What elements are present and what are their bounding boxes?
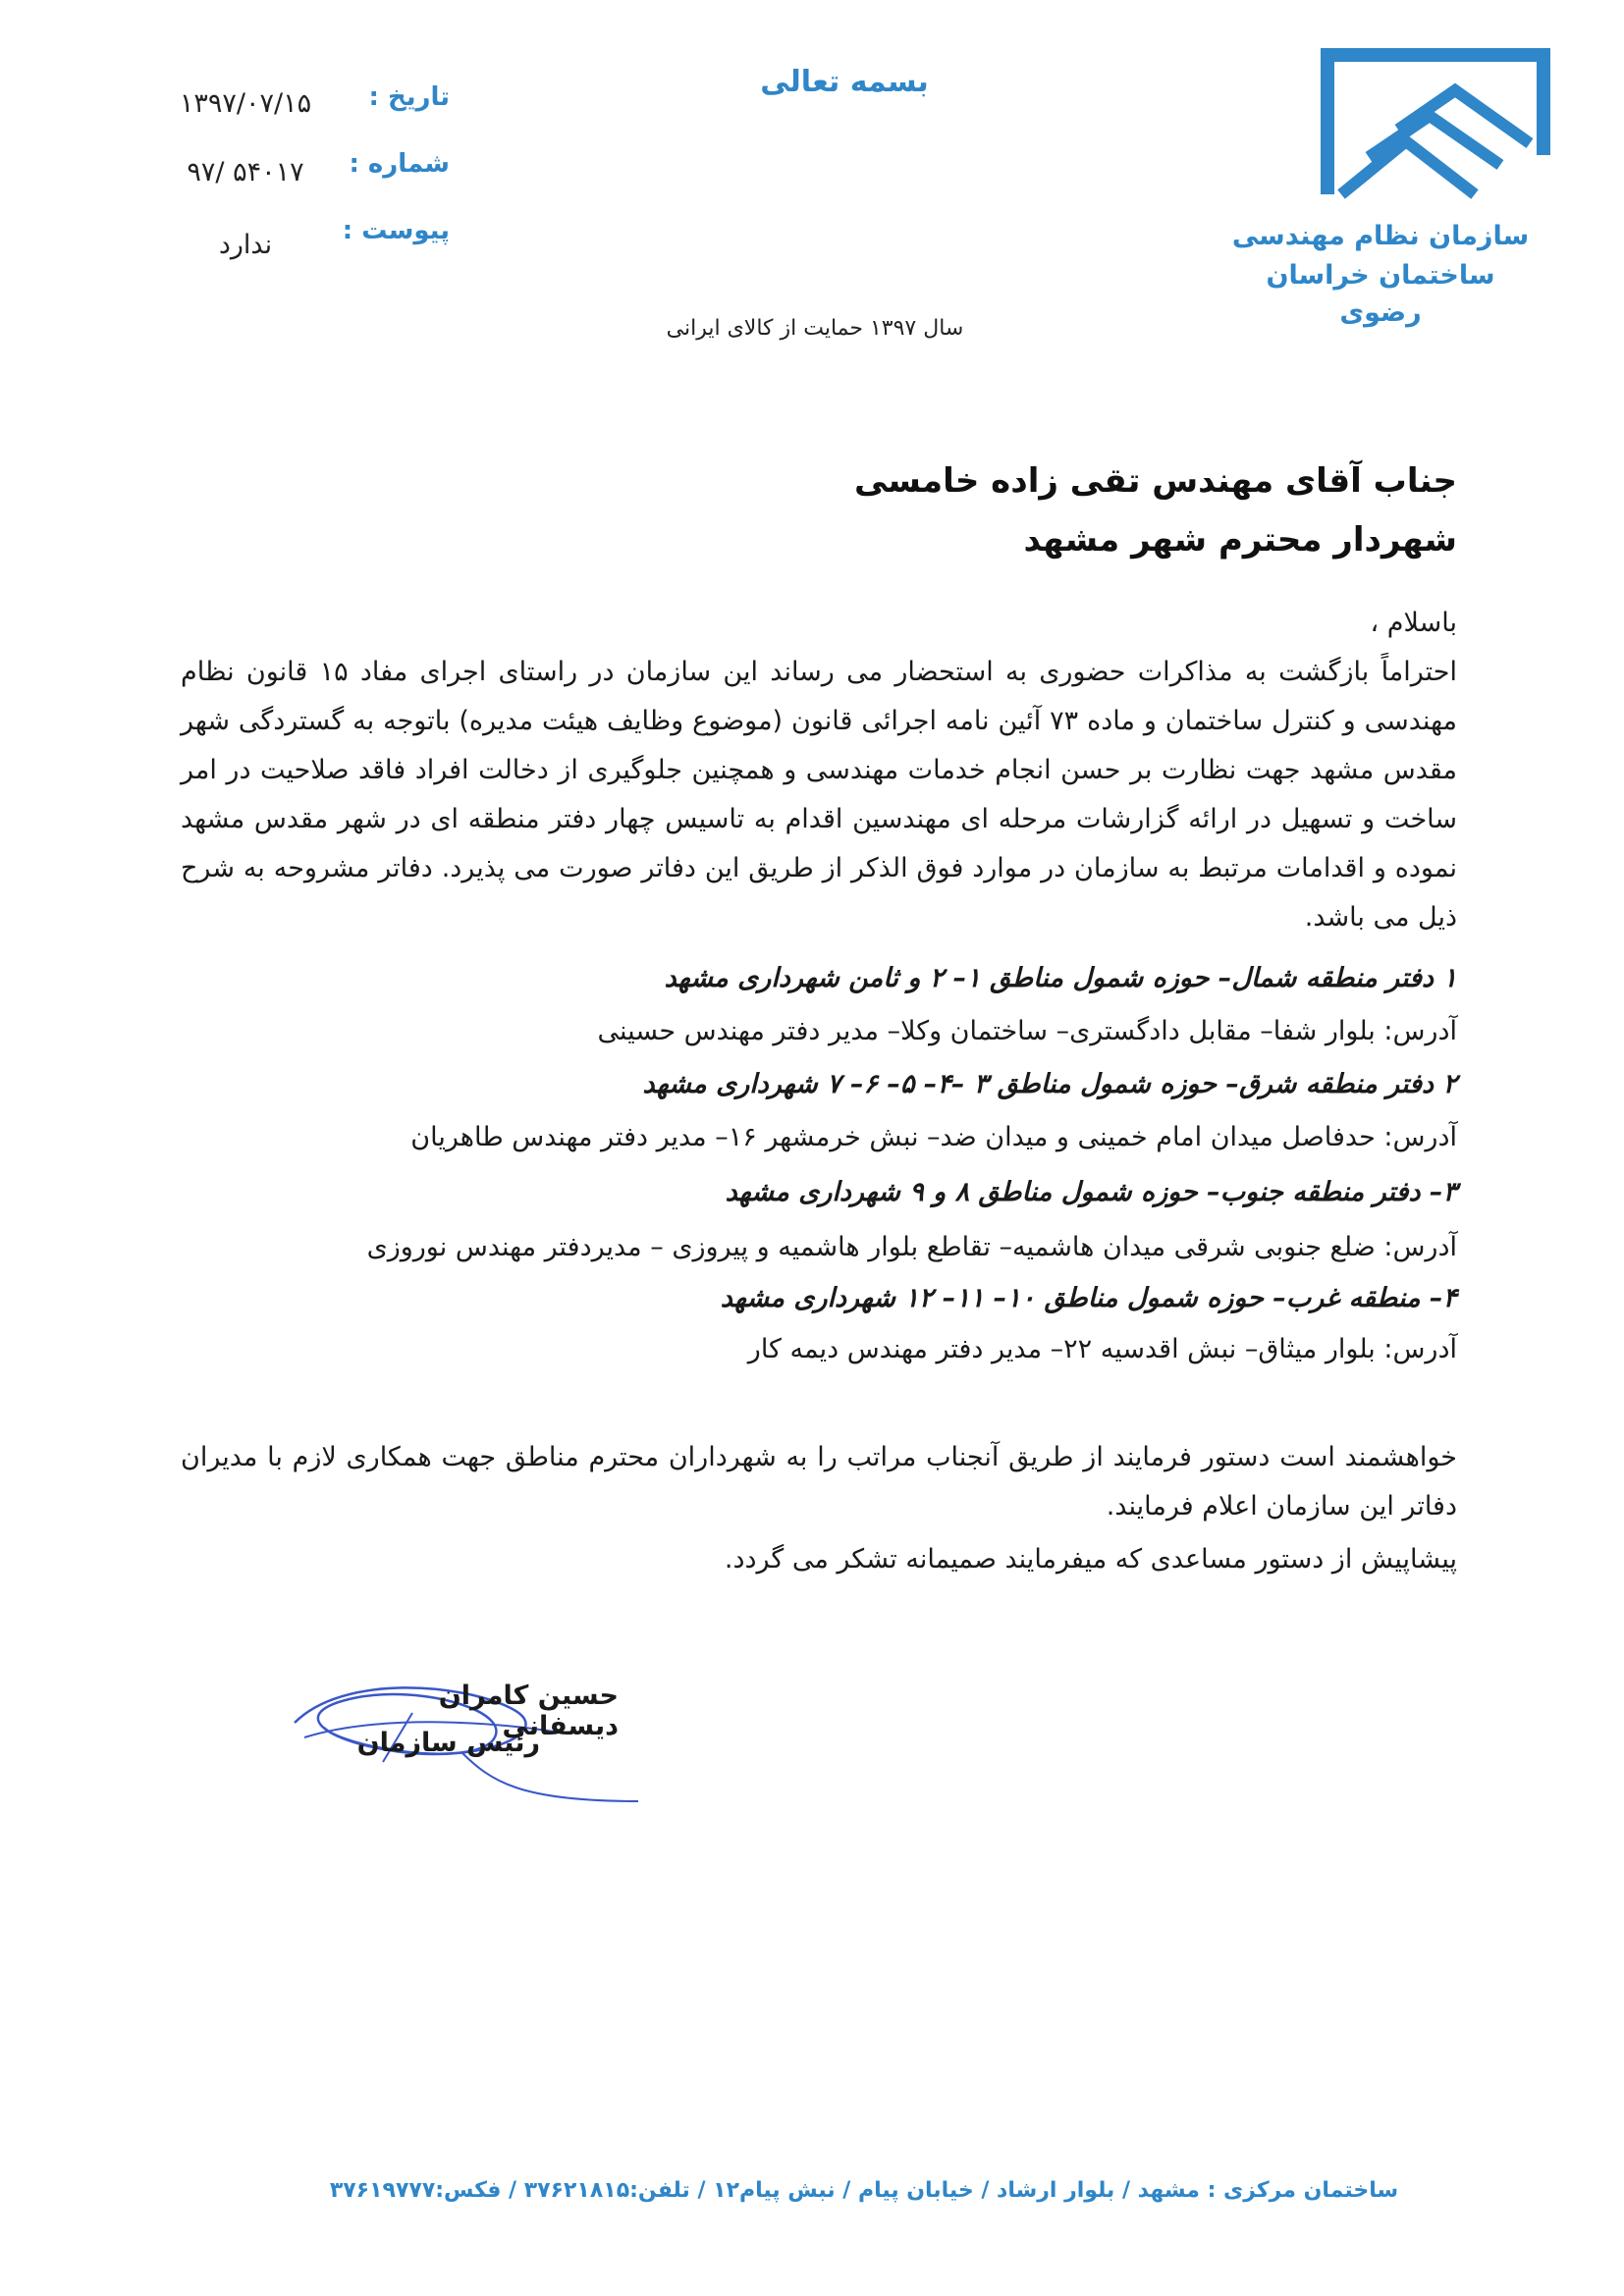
date-label: تاریخ :: [368, 82, 450, 112]
office-north-title: ۱ دفتر منطقه شمال– حوزه شمول مناطق ۱– ۲ و ثامن شهرداری مشهد: [664, 963, 1457, 993]
number-label: شماره :: [349, 149, 450, 179]
office-north-address: آدرس: بلوار شفا– مقابل دادگستری– ساختمان وکلا– مدیر دفتر مهندس حسینی: [597, 1016, 1457, 1046]
office-west-title: ۴– منطقه غرب– حوزه شمول مناطق ۱۰– ۱۱– ۱۲ شهرداری مشهد: [720, 1283, 1457, 1313]
office-south-title: ۳– دفتر منطقه جنوب– حوزه شمول مناطق ۸ و ۹ شهرداری مشهد: [725, 1177, 1457, 1207]
attachment-label: پیوست :: [342, 216, 450, 245]
recipient-line2: شهردار محترم شهر مشهد: [1023, 520, 1457, 560]
office-east-address: آدرس: حدفاصل میدان امام خمینی و میدان ضد– نبش خرمشهر ۱۶– مدیر دفتر مهندس طاهریان: [410, 1122, 1457, 1152]
signatory-name: حسین کامران دیسفانی: [438, 1681, 619, 1741]
org-name-line2: ساختمان خراسان رضوی: [1266, 260, 1495, 328]
closing-line: پیشاپیش از دستور مساعدی که میفرمایند صمیمانه تشکر می گردد.: [724, 1544, 1457, 1575]
attachment-value: ندارد: [218, 230, 273, 260]
slogan: سال ۱۳۹۷ حمایت از کالای ایرانی: [666, 316, 964, 341]
basmala: بسمه تعالی: [760, 65, 929, 99]
signatory-title: رئیس سازمان: [356, 1728, 540, 1758]
intro-paragraph: احتراماً بازگشت به مذاکرات حضوری به استحضار می رساند این سازمان در راستای اجرای مفاد ۱۵ قانون نظام مهندسی و کنترل ساختمان و ماده ۷۳ آئین نامه اجرائی قانون (موضوع وظایف هیئت مدیره) باتوجه به گستردگی شهر مقدس مشهد جهت نظارت بر حسن انجام خدمات مهندسی و همچنین جلوگیری از دخالت افراد فاقد صلاحیت در امر ساخت و تسهیل در ارائه گزارشات مرحله ای مهندسین اقدام به تاسیس چهار دفتر منطقه ای در شهر مقدس مشهد نموده و اقدامات مرتبط به سازمان در موارد فوق الذکر از طریق این دفاتر صورت می پذیرد. دفاتر مشروحه به شرح ذیل می باشد.: [181, 657, 1457, 933]
request-paragraph: خواهشمند است دستور فرمایند از طریق آنجناب مراتب را به شهرداران محترم مناطق جهت همکاری لازم با مدیران دفاتر این سازمان اعلام فرمایند.: [181, 1442, 1457, 1522]
office-east-title: ۲ دفتر منطقه شرق– حوزه شمول مناطق ۳ –۴– ۵– ۶– ۷ شهرداری مشهد: [642, 1069, 1457, 1099]
greeting: باسلام ،: [1370, 608, 1457, 638]
date-value: ۱۳۹۷/۰۷/۱۵: [179, 88, 312, 119]
recipient-line1: جناب آقای مهندس تقی زاده خامسی: [854, 461, 1457, 501]
office-south-address: آدرس: ضلع جنوبی شرقی میدان هاشمیه– تقاطع بلوار هاشمیه و پیروزی – مدیردفتر مهندس نوروزی: [366, 1232, 1457, 1262]
org-name-line1: سازمان نظام مهندسی: [1231, 221, 1530, 251]
office-west-address: آدرس: بلوار میثاق– نبش اقدسیه ۲۲– مدیر دفتر مهندس دیمه کار: [747, 1334, 1457, 1364]
number-value: ۹۷/ ۵۴۰۱۷: [187, 157, 304, 187]
organization-logo-icon: [1308, 47, 1563, 204]
footer-address: ساختمان مرکزی : مشهد / بلوار ارشاد / خیابان پیام / نبش پیام۱۲ / تلفن:۳۷۶۲۱۸۱۵ / فکس:۳۷۶۱۹۷۷۷: [329, 2178, 1399, 2203]
